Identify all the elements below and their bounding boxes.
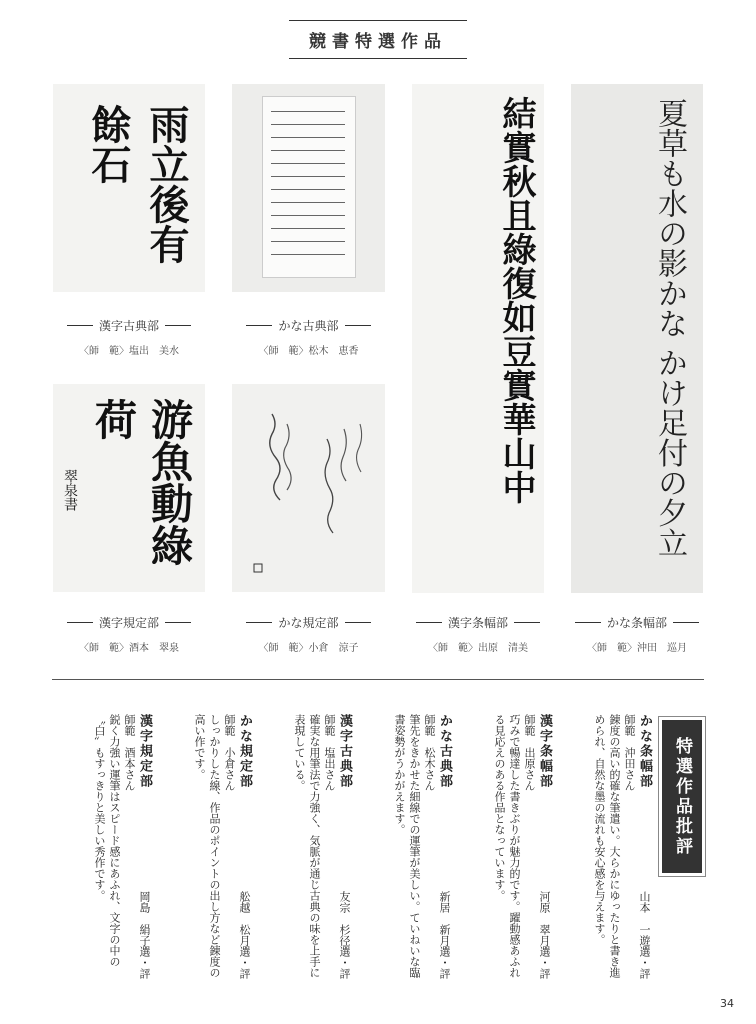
caption-kana-prescribed-dept: かな規定部 [278, 616, 339, 630]
review-reviewer: 新居 新月選・評 [438, 891, 451, 979]
review-body: しっかりした線、作品のポイントの出し方など錬度の高い作です。 [193, 714, 221, 978]
artwork-kanji-prescribed-text: 游魚動綠荷 [89, 398, 194, 566]
artwork-kana-classic-paper [262, 96, 356, 278]
caption-kanji-prescribed-dept: 漢字規定部 [98, 616, 159, 630]
caption-kanji-classic-dept: 漢字古典部 [98, 319, 159, 333]
review-body: 巧みで暢達した書きぶりが魅力的です。躍動感あふれる見応えのある作品となっています。 [493, 714, 521, 978]
caption-kana-classic [232, 317, 385, 357]
section-divider [52, 679, 704, 680]
review-master: 師範 沖田さん [623, 714, 636, 791]
caption-kanji-scroll [412, 614, 544, 654]
review-body: 確実な用筆法で力強く、気脈が通じ古典の味を上手に表現している。 [293, 714, 321, 978]
review-master: 師範 松木さん [423, 714, 436, 791]
review-reviewer: 河原 翠月選・評 [538, 891, 551, 979]
review-tag: 特選作品批評 [662, 720, 702, 873]
caption-kanji-prescribed [53, 614, 205, 654]
review-dept: かな規定部 [237, 714, 252, 789]
caption-kanji-prescribed-master: 〈師 範〉酒本 翠泉 [79, 643, 179, 654]
review-reviewer: 岡島 絹子選・評 [138, 891, 151, 979]
review-reviewer: 山本 一遊選・評 [638, 891, 651, 979]
review-kanji-classic [260, 714, 352, 979]
caption-kanji-scroll-master: 〈師 範〉出原 清美 [428, 643, 528, 654]
review-dept: 漢字規定部 [137, 714, 152, 789]
artwork-kana-classic [232, 84, 385, 292]
review-kanji-prescribed [57, 714, 152, 979]
caption-kana-scroll [571, 614, 703, 654]
artwork-kanji-classic-text: 雨立後有餘石 [85, 104, 190, 264]
review-kana-prescribed [160, 714, 252, 979]
page-number: 34 [720, 997, 734, 1010]
review-dept: 漢字古典部 [337, 714, 352, 789]
review-dept: 漢字条幅部 [537, 714, 552, 789]
review-dept: かな条幅部 [637, 714, 652, 789]
review-kana-scroll [560, 714, 652, 979]
artwork-kanji-classic [53, 84, 205, 292]
artwork-kanji-prescribed-signature: 翠泉書 [62, 469, 78, 511]
review-kanji-scroll [460, 714, 552, 979]
caption-kanji-classic-master: 〈師 範〉塩出 美水 [79, 346, 179, 357]
caption-kana-scroll-dept: かな条幅部 [606, 616, 667, 630]
review-body: 鋭く力強い運筆はスピード感にあふれ、文字の中の〝白〟もすっきりと美しい秀作です。 [93, 714, 121, 967]
review-kana-classic [360, 714, 452, 979]
review-master: 師範 小倉さん [223, 714, 236, 791]
review-master: 師範 出原さん [523, 714, 536, 791]
caption-kana-classic-master: 〈師 範〉松木 恵香 [258, 346, 359, 357]
review-master: 師範 塩出さん [323, 714, 336, 791]
caption-kanji-scroll-dept: 漢字条幅部 [447, 616, 508, 630]
artwork-kanji-prescribed [53, 384, 205, 592]
review-master: 師範 酒本さん [123, 714, 136, 791]
review-dept: かな古典部 [437, 714, 452, 789]
caption-kanji-classic [53, 317, 205, 357]
artwork-kana-scroll [571, 84, 703, 593]
review-reviewer: 友宗 杉径選・評 [338, 891, 351, 979]
review-body: 錬度の高い的確な筆遣い。大らかにゆったりと書き進められ、自然な墨の流れも安心感を与えます。 [593, 714, 621, 978]
artwork-kanji-scroll-text: 結實秋且綠復如豆實華山中 [496, 96, 536, 504]
caption-kana-classic-dept: かな古典部 [278, 319, 339, 333]
artwork-kanji-scroll [412, 84, 544, 593]
review-reviewer: 舩越 松月選・評 [238, 891, 251, 979]
review-body: 筆先をきかせた細線での運筆が美しい。ていねいな臨書姿勢がうかがえます。 [393, 714, 421, 978]
page-title-text: 競書特選作品 [289, 20, 467, 59]
review-section [55, 700, 705, 990]
caption-kana-prescribed [232, 614, 385, 654]
page-title [0, 20, 756, 59]
artwork-kana-prescribed [232, 384, 385, 592]
caption-kana-scroll-master: 〈師 範〉沖田 巡月 [587, 643, 687, 654]
artwork-kana-prescribed-strokes [232, 384, 385, 592]
artwork-kana-scroll-text: 夏草も水の影かな かけ足付の夕立 [652, 98, 687, 558]
caption-kana-prescribed-master: 〈師 範〉小倉 涼子 [258, 643, 359, 654]
